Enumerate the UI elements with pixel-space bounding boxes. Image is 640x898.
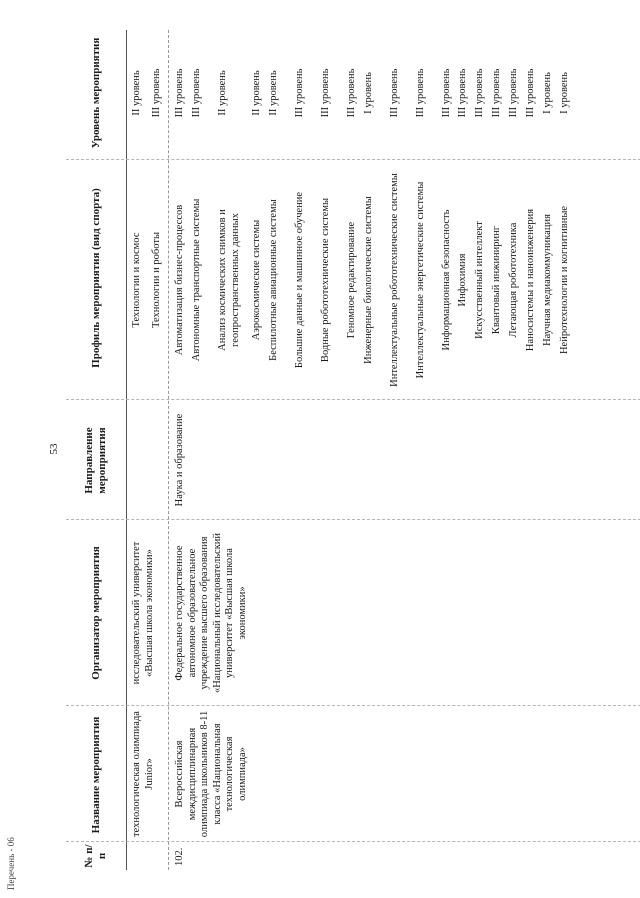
prev-profile-1: Технологии и космос bbox=[131, 232, 142, 328]
level-item: III уровень bbox=[474, 68, 485, 118]
profile-item: Инфохимия bbox=[457, 253, 468, 307]
header-direction: Направление мероприятия bbox=[83, 427, 108, 494]
profile-item: Искусственный интеллект bbox=[474, 221, 485, 339]
header-rule bbox=[126, 30, 127, 870]
column-divider bbox=[66, 399, 640, 400]
level-item: III уровень bbox=[174, 68, 185, 118]
level-item: II уровень bbox=[251, 70, 262, 116]
column-divider bbox=[66, 705, 640, 706]
level-item: III уровень bbox=[346, 68, 357, 118]
level-item: III уровень bbox=[191, 68, 202, 118]
header-num: № п/п bbox=[83, 844, 108, 868]
profile-item: Геномное редактирование bbox=[346, 221, 357, 339]
header-profile: Профиль мероприятия (вид спорта) bbox=[89, 188, 102, 368]
level-item: II уровень bbox=[217, 70, 228, 116]
header-level: Уровень мероприятия bbox=[89, 37, 102, 149]
level-item: III уровень bbox=[389, 68, 400, 118]
profile-item: Интеллектуальные энергетические системы bbox=[415, 181, 426, 379]
profile-item: Инженерные биологические системы bbox=[363, 196, 374, 364]
column-divider bbox=[66, 159, 640, 160]
profile-item: Большие данные и машинное обучение bbox=[294, 191, 305, 369]
profile-item: Интеллектуальные робототехнические системы bbox=[389, 173, 400, 387]
profile-item: Автономные транспортные системы bbox=[191, 198, 202, 362]
column-divider bbox=[66, 841, 640, 842]
profile-item: Водные робототехнические системы bbox=[320, 197, 331, 363]
level-item: I уровень bbox=[542, 72, 553, 114]
profile-item: Аэрокосмические системы bbox=[251, 219, 262, 341]
profile-item: Квантовый инжиниринг bbox=[491, 225, 502, 335]
header-name: Название мероприятия bbox=[89, 716, 102, 834]
event-direction: Наука и образование bbox=[174, 413, 185, 507]
level-item: III уровень bbox=[508, 68, 519, 118]
prev-level-1: II уровень bbox=[131, 70, 142, 116]
level-item: III уровень bbox=[415, 68, 426, 118]
prev-level-2: III уровень bbox=[151, 68, 162, 118]
profile-item: Летающая робототехника bbox=[508, 222, 519, 338]
prev-event-name: технологическая олимпиада Junior» bbox=[131, 711, 155, 837]
footer-mark: Перечень - 06 bbox=[6, 837, 16, 890]
profile-item: Беспилотные авиационные системы bbox=[268, 199, 279, 361]
profile-item: Нейротехнологии и когнитивные bbox=[559, 205, 570, 355]
profile-item: Наносистемы и наноинженерия bbox=[525, 208, 536, 352]
header-organizer: Организатор мероприятия bbox=[89, 546, 102, 680]
level-item: III уровень bbox=[320, 68, 331, 118]
profile-item: Научная медиакоммуникация bbox=[542, 214, 553, 346]
level-item: III уровень bbox=[525, 68, 536, 118]
level-item: III уровень bbox=[294, 68, 305, 118]
event-number: 102. bbox=[174, 847, 185, 866]
column-divider bbox=[66, 519, 640, 520]
profile-item: Автоматизация бизнес-процессов bbox=[174, 204, 185, 356]
level-item: I уровень bbox=[363, 72, 374, 114]
level-item: III уровень bbox=[441, 68, 452, 118]
level-item: III уровень bbox=[491, 68, 502, 118]
event-name: Всероссийская междисциплинарная олимпиада школьников 8-11 класса «Национальная технологическая олимпиада» bbox=[174, 710, 248, 838]
page-number: 53 bbox=[48, 443, 60, 455]
event-organizer: Федеральное государственное автономное образовательное учреждение высшего образования «Национальный исследовательский университет «Высшая школа экономики» bbox=[174, 532, 248, 694]
profile-item: Информационная безопасность bbox=[441, 209, 452, 351]
level-item: II уровень bbox=[268, 70, 279, 116]
level-item: I уровень bbox=[559, 72, 570, 114]
prev-profile-2: Технологии и роботы bbox=[151, 231, 162, 329]
prev-organizer: исследовательский университет «Высшая школа экономики» bbox=[131, 541, 155, 685]
row-divider bbox=[168, 30, 169, 870]
profile-item: Анализ космических снимков и геопространственных данных bbox=[217, 209, 241, 351]
level-item: III уровень bbox=[457, 68, 468, 118]
